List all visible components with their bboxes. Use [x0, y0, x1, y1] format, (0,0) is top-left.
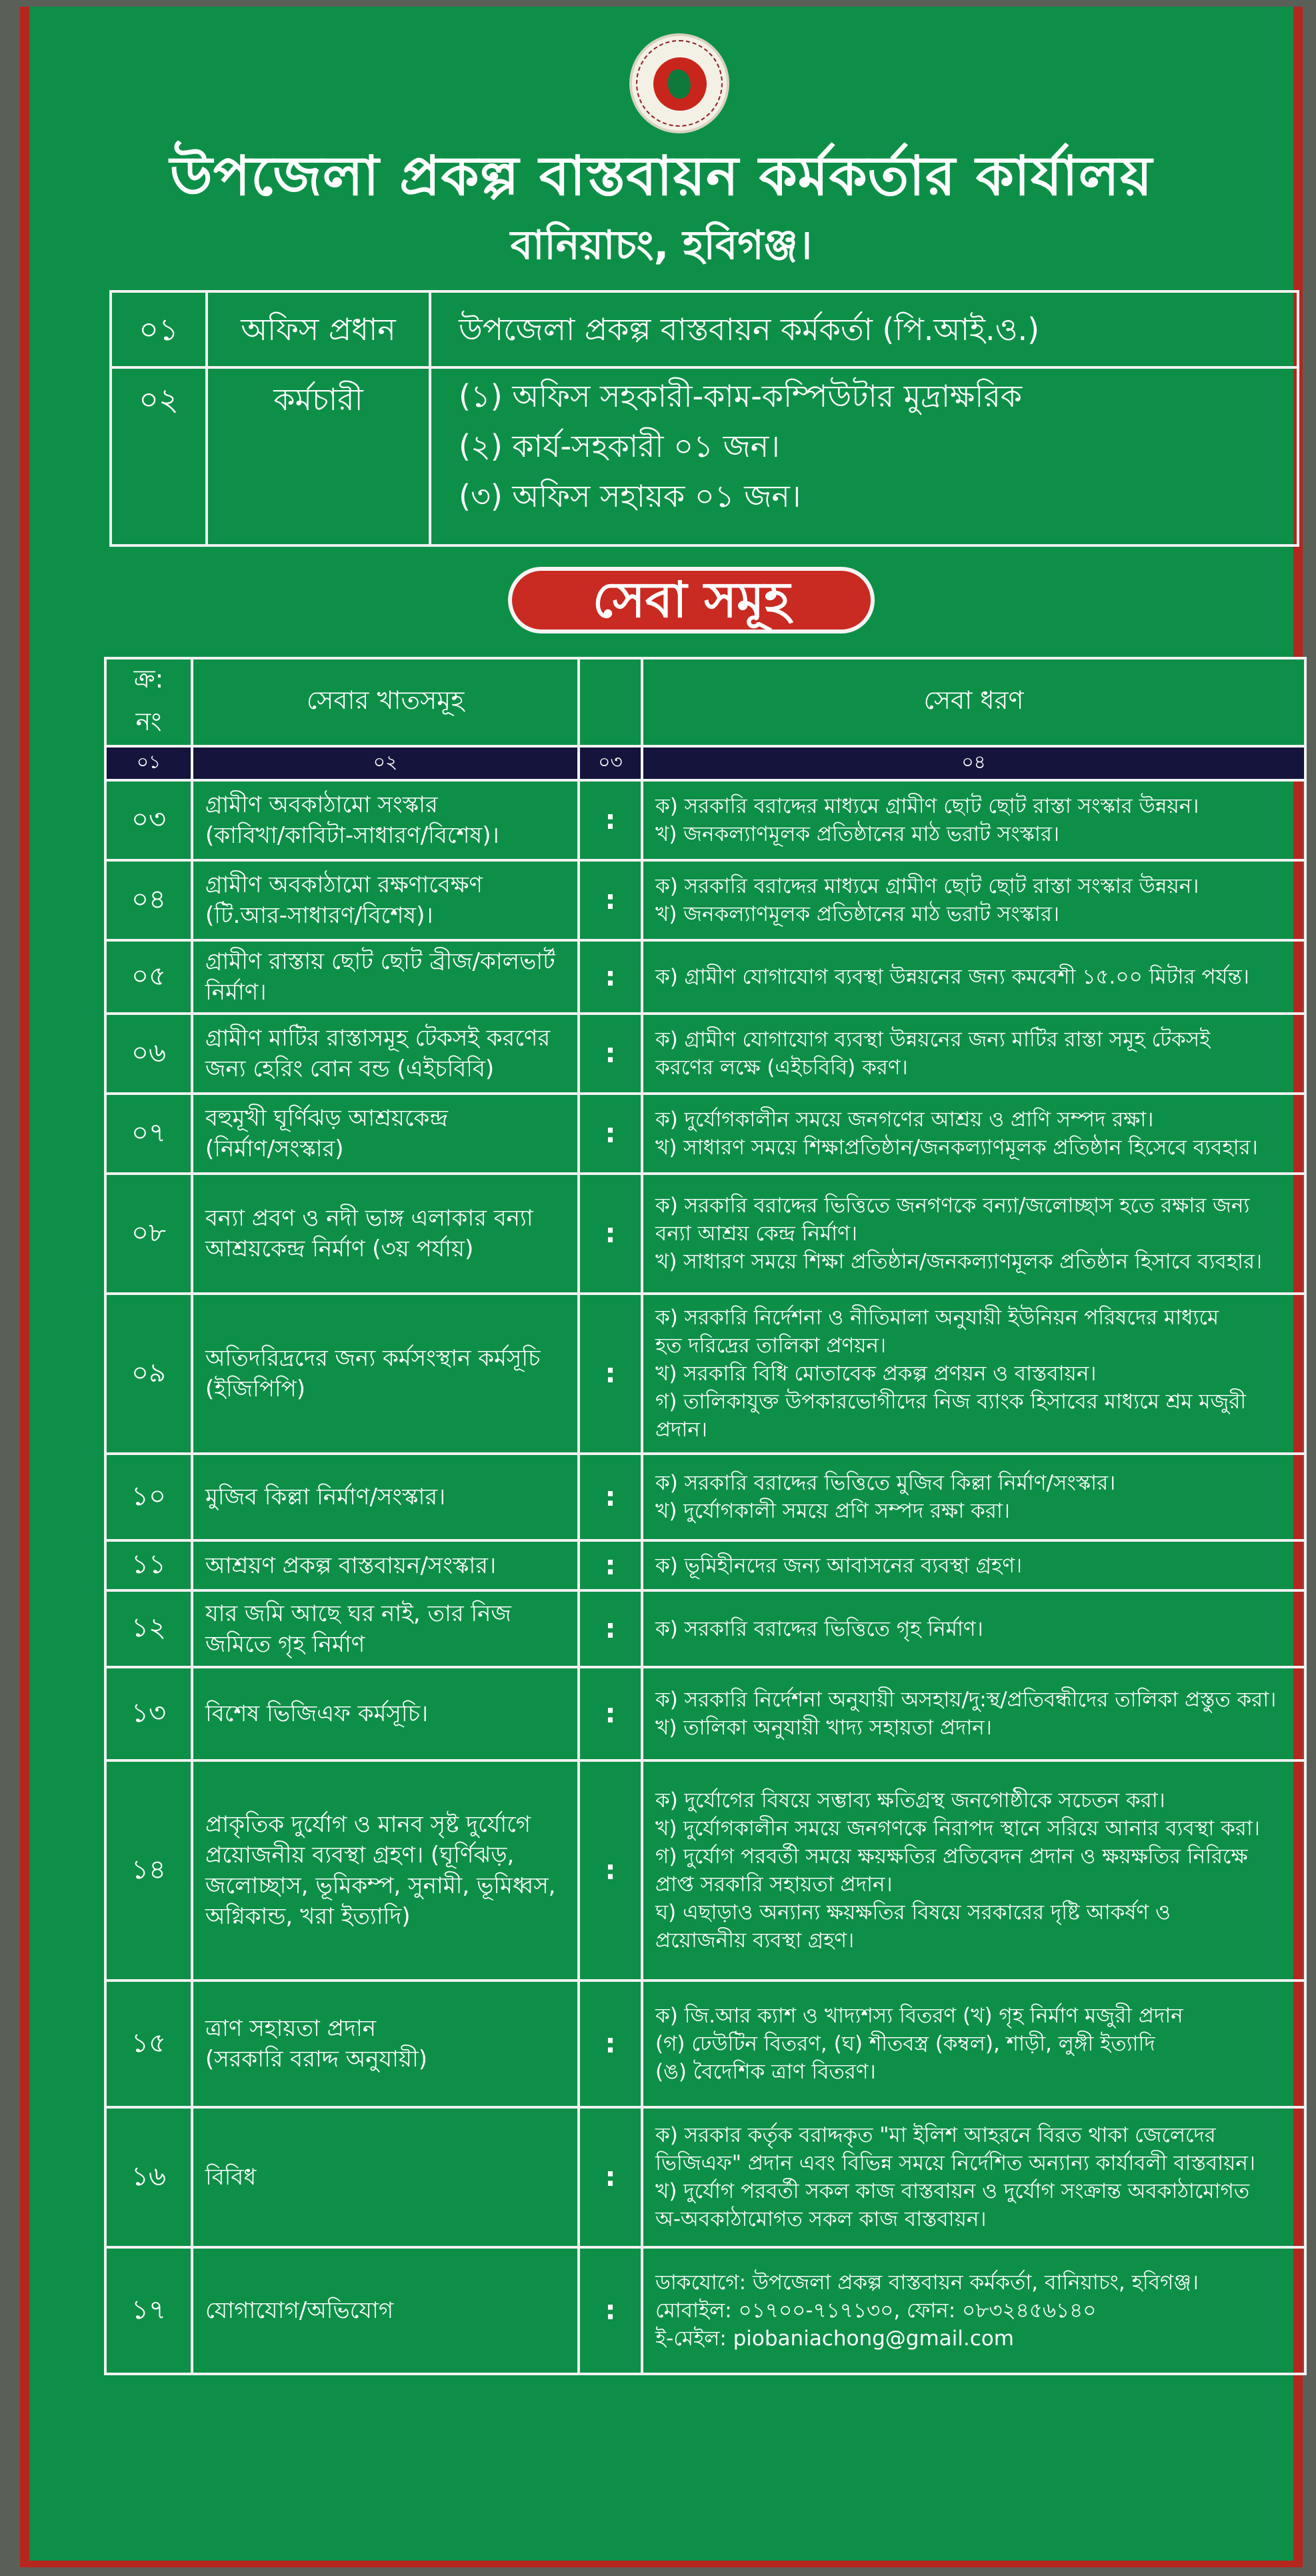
table-row: [105, 1760, 1305, 1981]
staff-no: ০২: [139, 381, 179, 417]
category-line: প্রয়োজনীয় ব্যবস্থা গ্রহণ। (ঘূর্ণিঝড়,: [205, 1842, 515, 1868]
category-line: বন্যা প্রবণ ও নদী ভাঙ্গ এলাকার বন্যা: [205, 1205, 533, 1232]
row-services: [642, 1667, 1305, 1760]
row-serial: ১৩: [105, 1667, 192, 1760]
service-line: খ) সাধারণ সময়ে শিক্ষাপ্রতিষ্ঠান/জনকল্যাণমূলক প্রতিষ্ঠান হিসেবে ব্যবহার।: [655, 1136, 1258, 1160]
row-separator: :: [579, 940, 642, 1014]
service-line: ক) গ্রামীণ যোগাযোগ ব্যবস্থা উন্নয়নের জন্য মাটির রাস্তা সমূহ টেকসই: [655, 1028, 1211, 1052]
row-services: [642, 1590, 1305, 1667]
row-category: [192, 2247, 579, 2374]
staff-detail: (৩) অফিস সহায়ক ০১ জন।: [459, 478, 801, 514]
row-serial: ১০: [105, 1454, 192, 1540]
row-separator: :: [579, 1667, 642, 1760]
staff-detail: উপজেলা প্রকল্প বাস্তবায়ন কর্মকর্তা (পি.আই.ও.): [459, 311, 1040, 347]
service-line: খ) সাধারণ সময়ে শিক্ষা প্রতিষ্ঠান/জনকল্যাণমূলক প্রতিষ্ঠান হিসাবে ব্যবহার।: [655, 1250, 1263, 1274]
table-row: [105, 2107, 1305, 2247]
service-line: প্রয়োজনীয় ব্যবস্থা গ্রহণ।: [655, 1928, 855, 1953]
row-separator: :: [579, 1294, 642, 1454]
column-number: ০৩: [579, 746, 642, 780]
row-services: [642, 1094, 1305, 1174]
row-serial: ১১: [105, 1540, 192, 1590]
row-services: [642, 940, 1305, 1014]
category-line: জলোচ্ছাস, ভূমিকম্প, সুনামী, ভূমিধ্বস,: [205, 1872, 556, 1899]
table-header-row: [105, 658, 1305, 746]
row-category: [192, 1094, 579, 1174]
category-line: যার জমি আছে ঘর নাই, তার নিজ: [205, 1600, 511, 1627]
row-category: [192, 1454, 579, 1540]
service-line: (ঙ) বৈদেশিক ত্রাণ বিতরণ।: [655, 2060, 876, 2084]
service-line: ক) সরকারি বরাদ্দের ভিত্তিতে গৃহ নির্মাণ।: [655, 1616, 983, 1641]
table-row: [105, 1014, 1305, 1094]
services-table-body: [105, 780, 1305, 2374]
service-line: ই-মেইল: piobaniachong@gmail.com: [655, 2327, 1014, 2351]
service-line: মোবাইল: ০১৭০০-৭১৭১৩০, ফোন: ০৮৩২৪৫৬১৪০: [655, 2299, 1097, 2323]
service-line: প্রাপ্ত সরকারি সহায়তা প্রদান।: [655, 1872, 893, 1896]
header-separator: [579, 658, 642, 746]
service-line: করণের লক্ষে (এইচবিবি) করণ।: [655, 1056, 908, 1080]
category-line: বিশেষ ভিজিএফ কর্মসূচি।: [205, 1700, 429, 1727]
service-line: ক) ভূমিহীনদের জন্য আবাসনের ব্যবস্থা গ্রহণ।: [655, 1553, 1023, 1578]
row-serial: ১৫: [105, 1981, 192, 2107]
row-serial: ০৭: [105, 1094, 192, 1174]
header-service-type: সেবা ধরণ: [642, 658, 1305, 746]
service-line: খ) দুর্যোগকালী সময়ে প্রণি সম্পদ রক্ষা করা।: [655, 1499, 1010, 1523]
category-line: (সরকারি বরাদ্দ অনুযায়ী): [205, 2046, 427, 2073]
row-category: [192, 1981, 579, 2107]
row-services: [642, 1294, 1305, 1454]
row-serial: ০৫: [105, 940, 192, 1014]
service-line: গ) দুর্যোগ পরবর্তী সময়ে ক্ষয়ক্ষতির প্রতিবেদন প্রদান ও ক্ষয়ক্ষতির নিরিক্ষে: [655, 1844, 1248, 1868]
row-services: [642, 780, 1305, 860]
service-line: হত দরিদ্রের তালিকা প্রণয়ন।: [655, 1334, 887, 1358]
service-line: ক) সরকারি নির্দেশনা অনুযায়ী অসহায়/দু:স্থ/প্রতিবন্ধীদের তালিকা প্রস্তুত করা।: [655, 1688, 1277, 1712]
service-line: খ) তালিকা অনুযায়ী খাদ্য সহায়তা প্রদান।: [655, 1716, 992, 1740]
column-number: ০১: [105, 746, 192, 780]
service-line: (গ) ঢেউটিন বিতরণ, (ঘ) শীতবস্ত্র (কম্বল), শাড়ী, লুঙ্গী ইত্যাদি: [655, 2032, 1155, 2056]
service-line: ক) দুর্যোগকালীন সময়ে জনগণের আশ্রয় ও প্রাণি সম্পদ রক্ষা।: [655, 1108, 1154, 1132]
service-line: ডাকযোগে: উপজেলা প্রকল্প বাস্তবায়ন কর্মকর্তা, বানিয়াচং, হবিগঞ্জ।: [655, 2271, 1199, 2295]
row-services: [642, 1540, 1305, 1590]
category-line: (ইজিপিপি): [205, 1376, 305, 1402]
row-services: [642, 860, 1305, 940]
category-line: গ্রামীণ অবকাঠামো সংস্কার: [205, 792, 438, 818]
category-line: যোগাযোগ/অভিযোগ: [205, 2297, 394, 2324]
table-row: [105, 1540, 1305, 1590]
service-line: ক) গ্রামীণ যোগাযোগ ব্যবস্থা উন্নয়নের জন্য কমবেশী ১৫.০০ মিটার পর্যন্ত।: [655, 965, 1249, 989]
service-line: ক) জি.আর ক্যাশ ও খাদ্যশস্য বিতরণ (খ) গৃহ নির্মাণ মজুরী প্রদান: [655, 2004, 1183, 2028]
table-row: [105, 1174, 1305, 1294]
row-serial: ১৬: [105, 2107, 192, 2247]
table-row: [105, 1094, 1305, 1174]
row-serial: ০৮: [105, 1174, 192, 1294]
row-services: [642, 1014, 1305, 1094]
row-services: [642, 2247, 1305, 2374]
government-seal-icon: [629, 33, 729, 133]
category-line: অতিদরিদ্রদের জন্য কর্মসংস্থান কর্মসূচি: [205, 1345, 541, 1372]
row-separator: :: [579, 1540, 642, 1590]
row-separator: :: [579, 1174, 642, 1294]
category-line: আশ্রয়ণ প্রকল্প বাস্তবায়ন/সংস্কার।: [205, 1552, 497, 1579]
category-line: গ্রামীণ রাস্তায় ছোট ছোট ব্রীজ/কালভার্ট: [205, 948, 555, 975]
service-line: গ) তালিকাযুক্ত উপকারভোগীদের নিজ ব্যাংক হিসাবের মাধ্যমে শ্রম মজুরী প্রদান।: [655, 1390, 1247, 1442]
column-number-row: [105, 746, 1305, 780]
row-category: [192, 1760, 579, 1981]
service-line: ক) সরকারি বরাদ্দের মাধ্যমে গ্রামীণ ছোট ছোট রাস্তা সংস্কার উন্নয়ন।: [655, 794, 1199, 818]
service-line: ক) সরকারি নির্দেশনা ও নীতিমালা অনুযায়ী ইউনিয়ন পরিষদের মাধ্যমে: [655, 1306, 1219, 1330]
service-line: বন্যা আশ্রয় কেন্দ্র নির্মাণ।: [655, 1222, 857, 1246]
table-row: [105, 1590, 1305, 1667]
category-line: গ্রামীণ অবকাঠামো রক্ষণাবেক্ষণ: [205, 872, 483, 898]
staff-table: [109, 290, 1299, 547]
staff-no: ০১: [139, 311, 179, 347]
row-serial: ১৪: [105, 1760, 192, 1981]
service-line: ক) দুর্যোগের বিষয়ে সম্ভাব্য ক্ষতিগ্রস্থ জনগোষ্ঠীকে সচেতন করা।: [655, 1788, 1165, 1812]
row-separator: :: [579, 780, 642, 860]
row-category: [192, 1540, 579, 1590]
row-category: [192, 780, 579, 860]
row-category: [192, 1174, 579, 1294]
column-number: ০২: [192, 746, 579, 780]
row-services: [642, 1981, 1305, 2107]
category-line: মুজিব কিল্লা নির্মাণ/সংস্কার।: [205, 1484, 446, 1510]
service-line: খ) সরকারি বিধি মোতাবেক প্রকল্প প্রণয়ন ও বাস্তবায়ন।: [655, 1362, 1097, 1386]
category-line: গ্রামীণ মাটির রাস্তাসমূহ টেকসই করণের: [205, 1025, 551, 1052]
office-location: বানিয়াচং, হবিগঞ্জ।: [510, 222, 813, 269]
service-line: খ) জনকল্যাণমূলক প্রতিষ্ঠানের মাঠ ভরাট সংস্কার।: [655, 902, 1060, 926]
row-services: [642, 2107, 1305, 2247]
header-category: সেবার খাতসমূহ: [192, 658, 579, 746]
row-serial: ০৬: [105, 1014, 192, 1094]
office-title: উপজেলা প্রকল্প বাস্তবায়ন কর্মকর্তার কার্যালয়: [169, 145, 1153, 208]
staff-role: অফিস প্রধান: [241, 311, 396, 347]
category-line: বিবিধ: [205, 2164, 257, 2191]
table-row: [105, 860, 1305, 940]
service-line: খ) দুর্যোগ পরবর্তী সকল কাজ বাস্তবায়ন ও দুর্যোগ সংক্রান্ত অবকাঠামোগত: [655, 2179, 1250, 2203]
services-banner: সেবা সমূহ: [508, 567, 875, 633]
table-row: [105, 2247, 1305, 2374]
category-line: (কাবিখা/কাবিটা-সাধারণ/বিশেষ)।: [205, 822, 499, 849]
header-serial: ক্র: নং: [105, 658, 192, 746]
row-services: [642, 1454, 1305, 1540]
category-line: জন্য হেরিং বোন বন্ড (এইচবিবি): [205, 1056, 495, 1082]
category-line: জমিতে গৃহ নির্মাণ: [205, 1630, 365, 1658]
row-serial: ০৩: [105, 780, 192, 860]
table-row: [105, 940, 1305, 1014]
row-category: [192, 940, 579, 1014]
row-serial: ০৪: [105, 860, 192, 940]
service-line: খ) জনকল্যাণমূলক প্রতিষ্ঠানের মাঠ ভরাট সংস্কার।: [655, 822, 1060, 846]
category-line: বহুমূখী ঘূর্ণিঝড় আশ্রয়কেন্দ্র: [205, 1105, 448, 1132]
category-line: প্রাকৃতিক দুর্যোগ ও মানব সৃষ্ট দুর্যোগে: [205, 1811, 531, 1838]
category-line: আশ্রয়কেন্দ্র নির্মাণ (৩য় পর্যায়): [205, 1236, 474, 1262]
row-separator: :: [579, 1981, 642, 2107]
category-line: নির্মাণ।: [205, 979, 267, 1006]
table-row: [105, 1981, 1305, 2107]
row-separator: :: [579, 1454, 642, 1540]
row-category: [192, 1014, 579, 1094]
service-line: অ-অবকাঠামোগত সকল কাজ বাস্তবায়ন।: [655, 2207, 987, 2231]
row-serial: ১২: [105, 1590, 192, 1667]
service-line: ঘ) এছাড়াও অন্যান্য ক্ষয়ক্ষতির বিষয়ে সরকারের দৃষ্টি আকর্ষণ ও: [655, 1900, 1171, 1924]
service-line: ভিজিএফ" প্রদান এবং বিভিন্ন সময়ে নির্দেশিত অন্যান্য কার্যাবলী বাস্তবায়ন।: [655, 2151, 1255, 2175]
category-line: ত্রাণ সহায়তা প্রদান: [205, 2015, 376, 2042]
category-line: (নির্মাণ/সংস্কার): [205, 1136, 344, 1162]
row-serial: ১৭: [105, 2247, 192, 2374]
service-line: ক) সরকারি বরাদ্দের মাধ্যমে গ্রামীণ ছোট ছোট রাস্তা সংস্কার উন্নয়ন।: [655, 874, 1199, 898]
row-category: [192, 860, 579, 940]
row-category: [192, 2107, 579, 2247]
service-line: খ) দুর্যোগকালীন সময়ে জনগণকে নিরাপদ স্থানে সরিয়ে আনার ব্যবস্থা করা।: [655, 1816, 1260, 1840]
table-row: [105, 1667, 1305, 1760]
staff-detail: (১) অফিস সহকারী-কাম-কম্পিউটার মুদ্রাক্ষরিক: [459, 378, 1022, 414]
table-row: [105, 780, 1305, 860]
service-line: ক) সরকারি বরাদ্দের ভিত্তিতে মুজিব কিল্লা নির্মাণ/সংস্কার।: [655, 1471, 1116, 1495]
row-category: [192, 1590, 579, 1667]
table-row: [105, 1454, 1305, 1540]
category-line: (টি.আর-সাধারণ/বিশেষ)।: [205, 902, 433, 929]
staff-role: কর্মচারী: [273, 381, 363, 417]
column-number: ০৪: [642, 746, 1305, 780]
category-line: অগ্নিকান্ড, খরা ইত্যাদি): [205, 1903, 411, 1930]
services-table: [104, 657, 1307, 2375]
service-line: ক) সরকার কর্তৃক বরাদ্দকৃত "মা ইলিশ আহরনে বিরত থাকা জেলেদের: [655, 2123, 1216, 2147]
citizen-charter-board: [20, 7, 1303, 2567]
row-separator: :: [579, 1760, 642, 1981]
staff-detail: (২) কার্য-সহকারী ০১ জন।: [459, 428, 780, 464]
row-services: [642, 1760, 1305, 1981]
row-separator: :: [579, 860, 642, 940]
row-category: [192, 1294, 579, 1454]
row-separator: :: [579, 1094, 642, 1174]
row-category: [192, 1667, 579, 1760]
row-separator: :: [579, 2107, 642, 2247]
row-services: [642, 1174, 1305, 1294]
row-separator: :: [579, 1014, 642, 1094]
row-separator: :: [579, 2247, 642, 2374]
service-line: ক) সরকারি বরাদ্দের ভিত্তিতে জনগণকে বন্যা/জলোচ্ছাস হতে রক্ষার জন্য: [655, 1194, 1250, 1218]
row-separator: :: [579, 1590, 642, 1667]
row-serial: ০৯: [105, 1294, 192, 1454]
table-row: [105, 1294, 1305, 1454]
